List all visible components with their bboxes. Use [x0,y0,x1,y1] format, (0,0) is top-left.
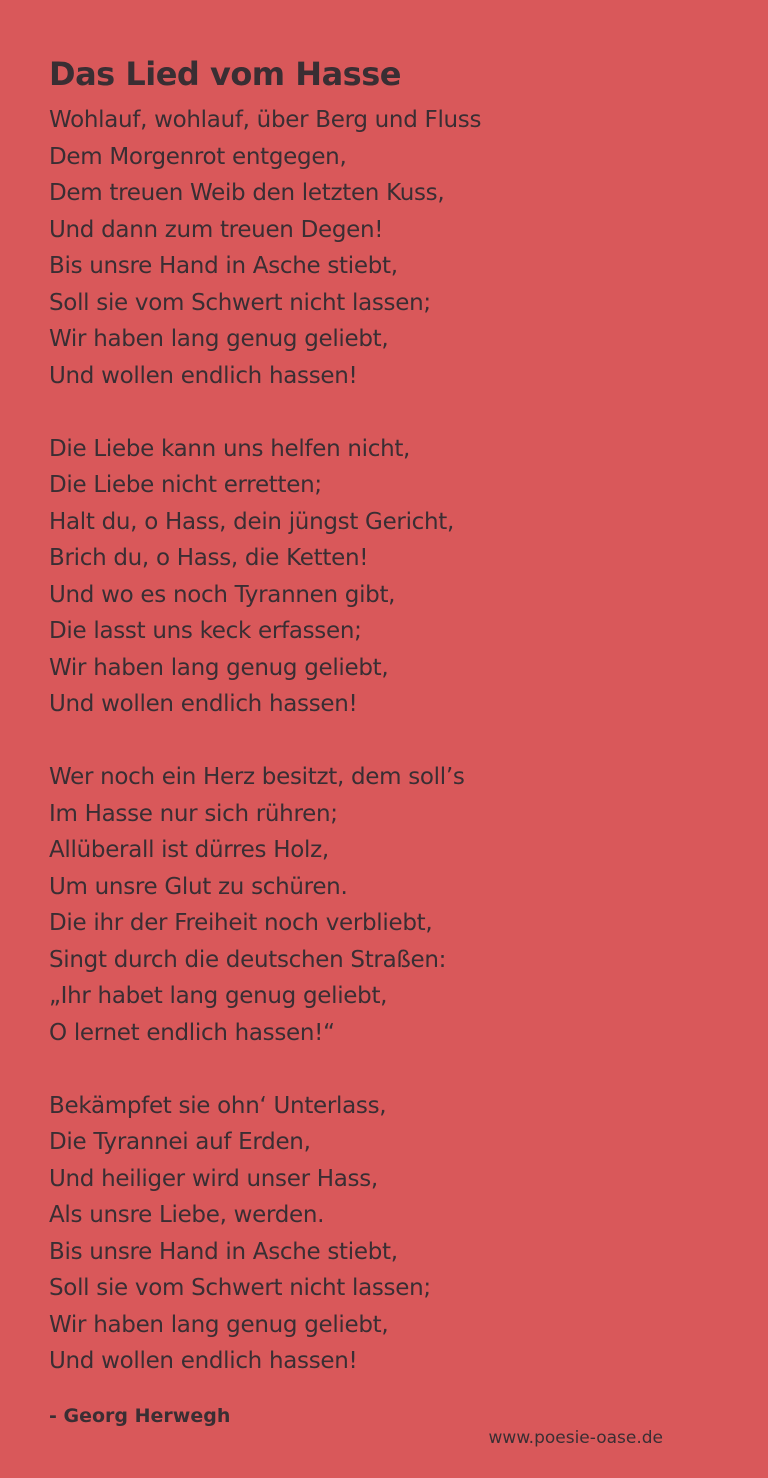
verse-line: Die ihr der Freiheit noch verbliebt, [49,910,433,936]
verse-line: Und dann zum treuen Degen! [49,216,384,243]
stanza [49,759,738,1051]
stanza [49,102,738,394]
verse-line: Brich du, o Hass, die Ketten! [49,545,369,571]
verse-line: Und wollen endlich hassen! [49,1348,358,1374]
verse-line: Soll sie vom Schwert nicht lassen; [49,1275,431,1301]
verse-line: Und wollen endlich hassen! [49,362,358,389]
stanza [49,1088,738,1380]
verse-line: „Ihr habet lang genug geliebt, [49,983,388,1009]
verse-line: Die Liebe nicht erretten; [49,472,322,498]
verse-line: Allüberall ist dürres Holz, [49,837,329,863]
verse-line: Bis unsre Hand in Asche stiebt, [49,1238,398,1265]
poem-title: Das Lied vom Hasse [49,55,401,93]
verse-line: Singt durch die deutschen Straßen: [49,946,447,973]
verse-line: Wohlauf, wohlauf, über Berg und Fluss [49,107,482,133]
verse-line: Halt du, o Hass, dein jüngst Gericht, [49,508,455,535]
verse-line: Dem treuen Weib den letzten Kuss, [49,180,445,206]
verse-line: Und heiliger wird unser Hass, [49,1165,378,1192]
verse-line: Bis unsre Hand in Asche stiebt, [49,253,398,279]
poem-author: - Georg Herwegh [49,1405,231,1427]
verse-line: Im Hasse nur sich rühren; [49,800,338,827]
poem-container [49,52,738,1380]
verse-line: Als unsre Liebe, werden. [49,1202,325,1228]
verse-line: Wir haben lang genug geliebt, [49,1311,389,1338]
website-credit: www.poesie-oase.de [488,1428,663,1448]
verse-line: Die Tyrannei auf Erden, [49,1129,311,1155]
verse-line: Wir haben lang genug geliebt, [49,326,389,352]
verse-line: Bekämpfet sie ohn‘ Unterlass, [49,1092,387,1119]
verse-line: Die lasst uns keck erfassen; [49,618,362,644]
verse-line: Und wo es noch Tyrannen gibt, [49,581,396,608]
verse-line: Und wollen endlich hassen! [49,691,358,717]
verse-line: Soll sie vom Schwert nicht lassen; [49,289,431,316]
verse-line: Wir haben lang genug geliebt, [49,654,389,681]
stanza [49,431,738,723]
verse-line: Um unsre Glut zu schüren. [49,873,348,900]
verse-line: O lernet endlich hassen!“ [49,1019,335,1046]
verse-line: Wer noch ein Herz besitzt, dem soll’s [49,764,465,790]
verse-line: Dem Morgenrot entgegen, [49,143,347,170]
verse-line: Die Liebe kann uns helfen nicht, [49,435,411,462]
